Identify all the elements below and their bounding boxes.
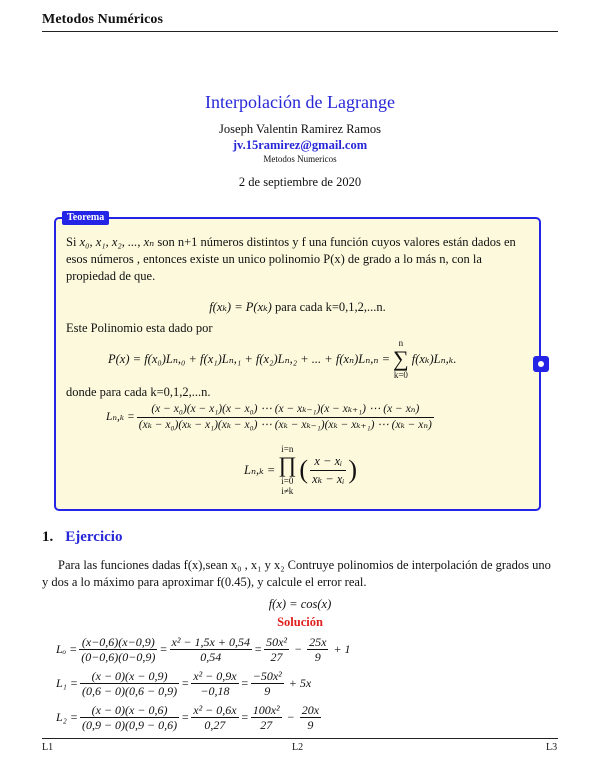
theorem-equation-3 [106,402,536,433]
function-equation: f(x) = cos(x) [268,597,332,611]
theorem-equation-2 [108,340,528,378]
row-eq-2: = [240,710,249,724]
theorem-paragraph-1 [66,234,528,285]
eq2-lhs: P(x) = f(x₀)Lₙ,₀ + f(x₁)Lₙ,₁ + f(x₂)Lₙ,₂ + ... + f(xₙ)Lₙ,ₙ = [108,351,391,366]
eq1-text: para cada k=0,1,2,...n. [271,300,386,314]
eq3-fraction [137,402,434,433]
theorem-equation-1 [54,299,541,316]
row-frac-3 [264,635,289,664]
row-frac-1-den: (0,6 − 0)(0,6 − 0,9) [81,683,178,698]
row-eq-1: = [181,676,190,690]
row-eq-2: = [253,642,263,656]
eq4-fraction [310,453,346,488]
prod-upper: i=n [281,444,294,454]
author-name: Joseph Valentin Ramirez Ramos [219,122,381,136]
row-frac-1 [80,703,179,732]
product-symbol: i=n ∏ i=0 i≠k [278,444,297,496]
footer-center: L2 [292,742,304,753]
row-eq-2: = [240,676,249,690]
row-frac-2-num: x² − 0,9x [193,668,237,683]
row-frac-4-num: 20x [301,702,320,717]
prod-lower-1: i=0 [281,476,294,486]
row-frac-3-num: 50x² [266,634,287,649]
footer-right: L3 [546,742,558,753]
row-frac-4 [300,703,321,732]
header-rule [42,31,558,32]
row-frac-2-num: x² − 1,5x + 0,54 [171,634,250,649]
basis-row [56,632,556,666]
course-name: Metodos Numericos [263,154,337,164]
row-frac-3-den: 27 [260,717,273,732]
footer-left: L1 [42,742,54,753]
section-number: 1. [42,529,54,545]
row-frac-2-den: −0,18 [200,683,230,698]
row-frac-1-num: (x − 0)(x − 0,9) [80,669,179,684]
theorem-badge: Teorema [62,211,109,225]
solution-label: Solución [277,615,323,629]
row-frac-1-den: (0,9 − 0)(0,9 − 0,6) [81,717,178,732]
row-frac-1-num: (x−0,6)(x−0,9) [79,635,157,650]
row-frac-1-den: (0−0,6)(0−0,9) [81,649,156,664]
row-frac-2-num: x² − 0,6x [193,702,237,717]
sum-upper: n [398,338,404,348]
row-tail: + 5x [288,676,312,690]
row-frac-3 [251,703,282,732]
eq1-math: f(xₖ) = P(xₖ) [209,300,272,314]
row-frac-4-num: 25x [309,634,327,649]
row-frac-4-den: 9 [314,649,321,664]
row-frac-2 [191,703,238,732]
row-frac-3-num: 100x² [252,702,280,717]
theorem-equation-4: Lₙ,ₖ = i=n ∏ i=0 i≠k ( $\frac{\text{x − xᵢ}}{\text{xₖ − xᵢ}}$ ) [244,444,358,496]
row-frac-2 [170,635,252,664]
theorem-p1-math: x₀, x₁, x₂, ..., xₙ [79,235,155,249]
paper-title: Interpolación de Lagrange [205,92,395,112]
row-frac-2-den: 0,54 [200,649,222,664]
row-frac-1 [80,669,179,698]
row-frac-3-den: 9 [264,683,271,698]
row-eq-1: = [181,710,190,724]
paper-date: 2 de septiembre de 2020 [238,175,362,189]
theorem-p1-rest: son n+1 números distintos y f una función cuyos valores están dados en esos números , entonces existe un unico polinomio P(x) de grado a lo más n, con la propiedad de que. [66,235,516,283]
row-eq-1: = [159,642,168,656]
section-heading [42,529,122,546]
row-frac-3-den: 27 [270,649,283,664]
eq4-lhs: Lₙ,ₖ = [244,462,276,477]
eq3-numerator: (x − x₀)(x − x₁)(x − x₀) ⋯ (x − xₖ₋₁)(x − xₖ₊₁) ⋯ (x − xₙ) [137,402,434,418]
author-email-link[interactable]: jv.15ramirez@gmail.com [232,138,368,152]
theorem-paragraph-3: donde para cada k=0,1,2,...n. [66,385,211,399]
row-lhs: L₁ = [56,676,78,690]
section-title: Ejercicio [65,529,123,545]
row-frac-2-den: 0,27 [204,717,226,732]
theorem-tab-icon[interactable] [533,356,549,372]
summation-symbol: n ∑ k=0 [393,338,409,380]
eq3-lhs: Lₙ,ₖ = [106,411,135,423]
eq4-denominator: xₖ − xᵢ [312,471,345,486]
running-header: Metodos Numéricos [42,12,164,27]
basis-row [56,666,556,700]
row-op: − [286,710,295,724]
row-frac-1-num: (x − 0)(x − 0,6) [80,703,179,718]
prod-lower-2: i≠k [281,486,294,496]
row-frac-4-den: 9 [307,717,314,732]
lagrange-basis-list [56,632,556,734]
row-lhs: L₂ = [56,710,78,724]
eq2-rhs: f(xₖ)Lₙ,ₖ. [411,351,457,366]
row-frac-3-num: −50x² [252,668,282,683]
row-op: − [294,642,303,656]
eq4-numerator: x − xᵢ [310,453,346,471]
eq3-denominator: (xₖ − x₀)(xₖ − x₁)(xₖ − x₀) ⋯ (xₖ − xₖ₋₁)(xₖ − xₖ₊₁) ⋯ (xₖ − xₙ) [138,419,432,431]
theorem-p1-lead: Si [66,235,80,249]
section-body: Para las funciones dadas f(x),sean x₀ , x₁ y x₂ Contruye polinomios de interpolación de grados uno y dos a lo máximo para aproximar f(0.45), y calcule el error real. [42,558,551,589]
theorem-paragraph-2: Este Polinomio esta dado por [66,321,213,335]
row-lhs: Lₒ = [56,642,78,656]
row-frac-3 [251,669,284,698]
basis-row [56,700,556,734]
row-tail: + 1 [333,642,351,656]
footer-rule [42,738,558,739]
row-frac-4 [307,635,328,664]
row-frac-1 [79,635,157,664]
row-frac-2 [191,669,238,698]
sum-lower: k=0 [393,370,408,380]
